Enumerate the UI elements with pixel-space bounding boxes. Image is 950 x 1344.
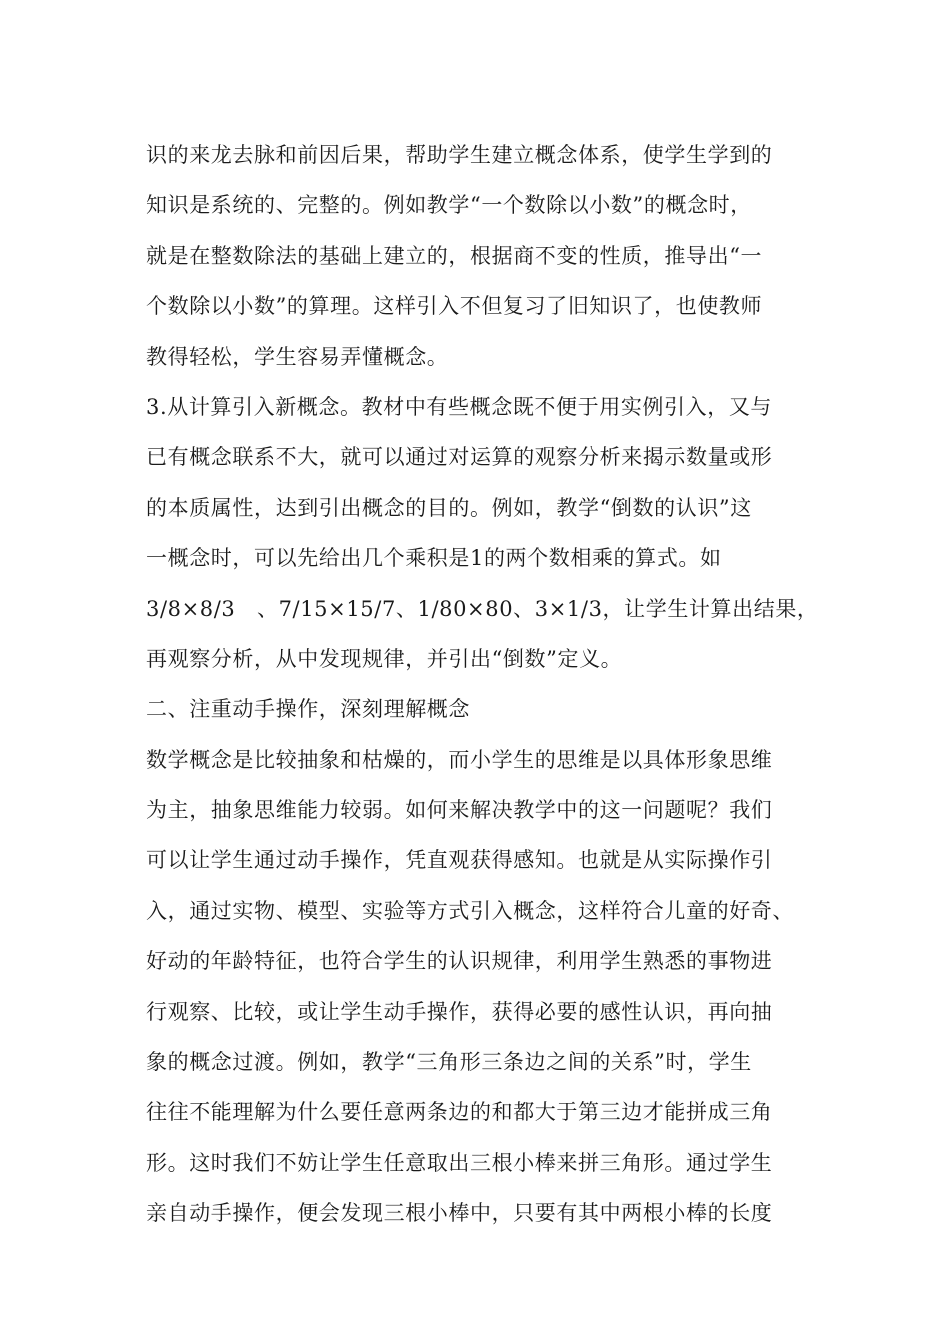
text-line: 识的来龙去脉和前因后果，帮助学生建立概念体系，使学生学到的 bbox=[146, 143, 773, 167]
text-line: 3.从计算引入新概念。教材中有些概念既不便于用实例引入，又与 bbox=[146, 394, 773, 419]
text-line: 3/8×8/3 、7/15×15/7、1/80×80、3×1/3，让学生计算出结果， bbox=[146, 596, 819, 621]
text-line: 一概念时，可以先给出几个乘积是1的两个数相乘的算式。如 bbox=[146, 546, 722, 571]
body-text bbox=[146, 130, 826, 1239]
text-line: 行观察、比较，或让学生动手操作，获得必要的感性认识，再向抽 bbox=[146, 999, 773, 1024]
text-line: 再观察分析，从中发现规律，并引出“倒数”定义。 bbox=[146, 646, 623, 671]
text-line: 可以让学生通过动手操作，凭直观获得感知。也就是从实际操作引 bbox=[146, 848, 773, 873]
text-line: 往往不能理解为什么要任意两条边的和都大于第三边才能拼成三角 bbox=[146, 1100, 773, 1125]
text-line: 好动的年龄特征，也符合学生的认识规律，利用学生熟悉的事物进 bbox=[146, 949, 773, 974]
text-line: 的本质属性，达到引出概念的目的。例如，教学“倒数的认识”这 bbox=[146, 495, 752, 520]
section-heading: 二、注重动手操作，深刻理解概念 bbox=[146, 697, 470, 722]
text-line: 入，通过实物、模型、实验等方式引入概念，这样符合儿童的好奇、 bbox=[146, 898, 794, 923]
text-line: 个数除以小数”的算理。这样引入不但复习了旧知识了，也使教师 bbox=[146, 294, 763, 319]
text-line: 知识是系统的、完整的。例如教学“一个数除以小数”的概念时， bbox=[146, 193, 752, 218]
text-line: 形。这时我们不妨让学生任意取出三根小棒来拼三角形。通过学生 bbox=[146, 1150, 773, 1175]
text-line: 为主，抽象思维能力较弱。如何来解决教学中的这一问题呢？我们 bbox=[146, 798, 773, 823]
text-line: 教得轻松，学生容易弄懂概念。 bbox=[146, 344, 449, 369]
text-line: 数学概念是比较抽象和枯燥的，而小学生的思维是以具体形象思维 bbox=[146, 747, 773, 772]
text-line: 象的概念过渡。例如，教学“三角形三条边之间的关系”时，学生 bbox=[146, 1050, 752, 1075]
text-line: 已有概念联系不大，就可以通过对运算的观察分析来揭示数量或形 bbox=[146, 445, 773, 470]
text-line: 亲自动手操作，便会发现三根小棒中，只要有其中两根小棒的长度 bbox=[146, 1201, 773, 1226]
text-line: 就是在整数除法的基础上建立的，根据商不变的性质，推导出“一 bbox=[146, 243, 763, 268]
